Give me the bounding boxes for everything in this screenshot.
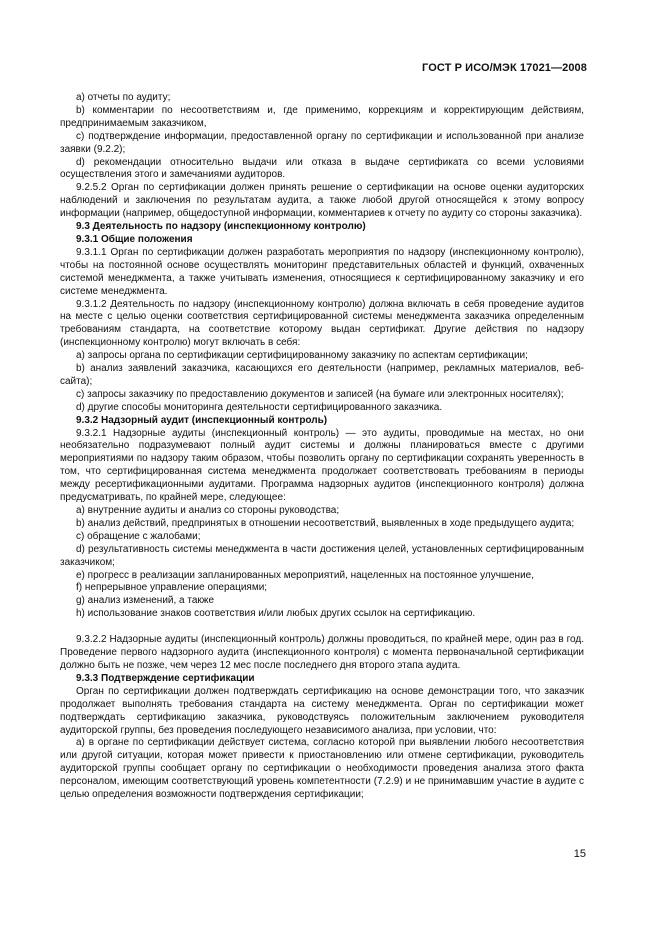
paragraph-gap — [60, 621, 584, 634]
list-item-c-documents: c) запросы заказчику по предоставлению документов и записей (на бумаге или электронных носителях); — [76, 388, 564, 400]
list-item-d-effectiveness: d) результативность системы менеджмента в части достижения целей, установленных сертифицированным заказчиком; — [60, 543, 584, 568]
document-header: ГОСТ Р ИСО/МЭК 17021—2008 — [422, 62, 587, 74]
section-heading-9-3: 9.3 Деятельность по надзору (инспекционному контролю) — [76, 221, 366, 233]
clause-9-3-1-1: 9.3.1.1 Орган по сертификации должен разработать мероприятия по надзору (инспекционному контролю), чтобы на постоянной основе осуществлять мониторинг представительных областей и функций, охваченных системой менеджмента, а также учитывать изменения, относящиеся к сертифицированному заказчику и его системе менеджмента. — [60, 246, 584, 297]
list-item-d-recommendations: d) рекомендации относительно выдачи или отказа в выдаче сертификата со всеми условиями осуществления этого и замечаниями аудиторов. — [60, 156, 584, 181]
list-item-f-operations: f) непрерывное управление операциями; — [76, 582, 268, 594]
subsection-heading-9-3-1: 9.3.1 Общие положения — [76, 233, 193, 245]
page-number: 15 — [573, 848, 586, 860]
clause-9-3-2-2: 9.3.2.2 Надзорные аудиты (инспекционный контроль) должны проводиться, по крайней мере, один раз в год. Проведение первого надзорного аудита (инспекционного контроля) с момента первоначальной сертификации должно быть не позже, чем через 12 мес после последнего дня второго этапа аудита. — [60, 634, 584, 671]
list-item-a-audit-reports: a) отчеты по аудиту; — [76, 92, 171, 103]
list-item-b-nonconformities: b) анализ действий, предпринятых в отношении несоответствий, выявленных в ходе предыдущего аудита; — [76, 517, 575, 529]
list-item-h-marks: h) использование знаков соответствия и/или любых других ссылок на сертификацию. — [76, 608, 476, 620]
clause-9-3-3-intro: Орган по сертификации должен подтверждать сертификацию на основе демонстрации того, что заказчик продолжает выполнять требования стандарта на систему менеджмента. Орган по сертификации может подтверждать сертификацию заказчика, руководствуясь положительным заключением руководителя аудиторской группы, без проведения последующего независимого анализа, при условии, что: — [60, 685, 584, 736]
list-item-d-monitoring: d) другие способы мониторинга деятельности сертифицированного заказчика. — [76, 401, 443, 413]
list-item-a-system: a) в органе по сертификации действует система, согласно которой при выявлении любого несоответствия или другой ситуации, которая может привести к приостановлению или отмене сертификации, руководитель аудиторской группы сообщает органу по сертификации о необходимости проведения анализа этого факта персоналом, имеющим соответствующий уровень компетентности (7.2.9) и не принимавшим участие в аудите с целью определения возможности подтверждения сертификации; — [60, 737, 584, 801]
list-item-a-internal-audits: a) внутренние аудиты и анализ со стороны руководства; — [76, 505, 340, 516]
clause-9-3-1-2: 9.3.1.2 Деятельность по надзору (инспекционному контролю) должна включать в себя проведение аудитов на месте с целью оценки соответствия сертифицированной системы менеджмента заказчика определенным требованиям стандарта, на соответствие которому выдан сертификат. Другие действия по надзору (инспекционному контролю) могут включать в себя: — [60, 298, 584, 349]
list-item-e-progress: e) прогресс в реализации запланированных мероприятий, нацеленных на постоянное улучшение, — [76, 569, 535, 581]
list-item-g-changes: g) анализ изменений, а также — [76, 595, 215, 607]
clause-9-3-2-1: 9.3.2.1 Надзорные аудиты (инспекционный контроль) — это аудиты, проводимые на местах, но они необязательно подразумевают полный аудит системы и должны планироваться вместе с другими мероприятиями по надзору таким образом, чтобы позволить органу по сертификации сохранять уверенность в том, что сертифицированная система менеджмента продолжает соответствовать требованиям в периоды между ресертификационными аудитами. Программа надзорных аудитов (инспекционного контроля) должна предусматривать, по крайней мере, следующее: — [60, 427, 584, 504]
list-item-c-complaints: c) обращение с жалобами; — [76, 530, 201, 542]
list-item-c-confirmation: c) подтверждение информации, предоставленной органу по сертификации и использованной при анализе заявки (9.2.2); — [60, 130, 584, 155]
list-item-a-requests: a) запросы органа по сертификации сертифицированному заказчику по аспектам сертификации; — [76, 350, 528, 362]
document-body — [60, 92, 584, 802]
subsection-heading-9-3-2: 9.3.2 Надзорный аудит (инспекционный контроль) — [76, 414, 328, 426]
clause-9-2-5-2: 9.2.5.2 Орган по сертификации должен принять решение о сертификации на основе оценки аудиторских наблюдений и заключения по результатам аудита, а также любой другой относящейся к этому вопросу информации (например, общедоступной информации, комментариев к отчету по аудиту со стороны заказчика). — [60, 182, 584, 220]
subsection-heading-9-3-3: 9.3.3 Подтверждение сертификации — [76, 672, 255, 684]
list-item-b-comments: b) комментарии по несоответствиям и, где применимо, коррекциям и корректирующим действиям, предпринимаемым заказчиком, — [60, 104, 584, 129]
list-item-b-statements: b) анализ заявлений заказчика, касающихся его деятельности (например, рекламных материалов, веб-сайта); — [60, 363, 584, 387]
